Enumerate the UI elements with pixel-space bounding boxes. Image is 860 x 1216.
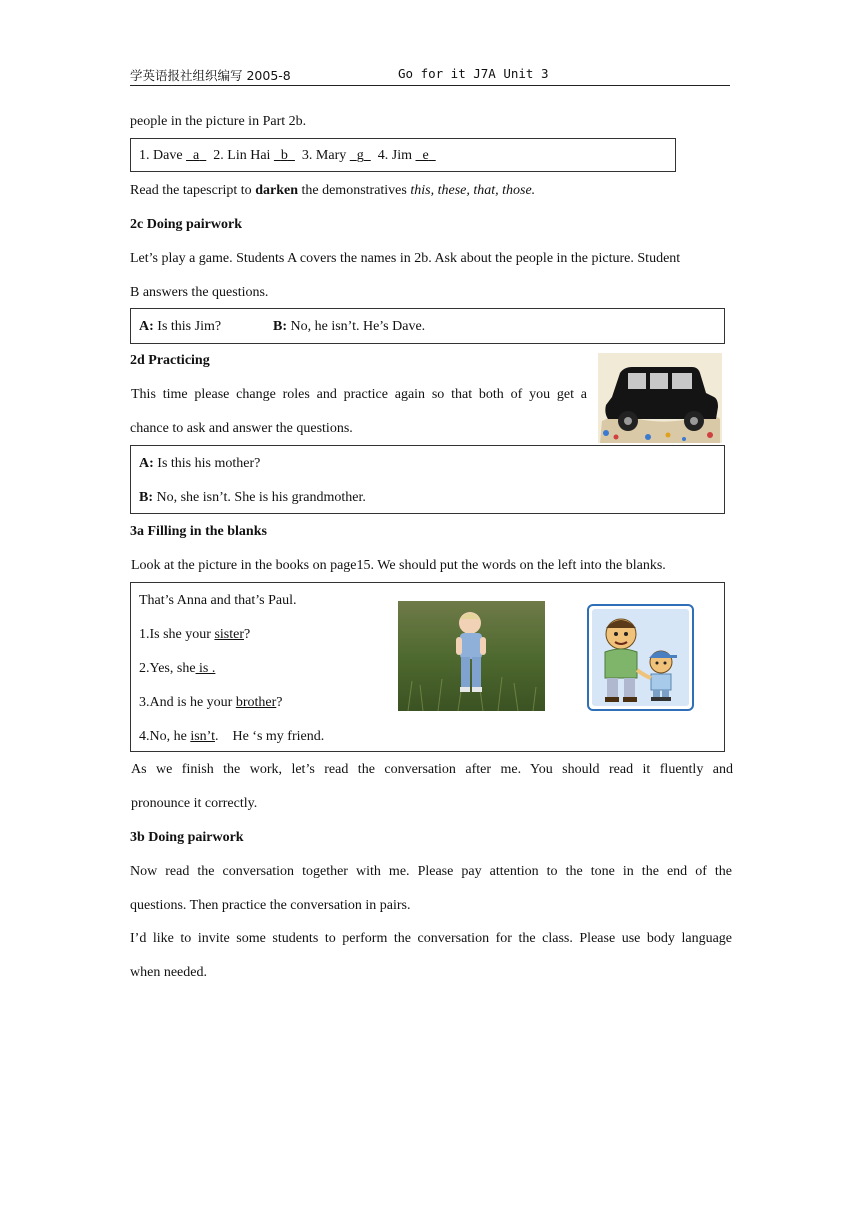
heading-2c: 2c Doing pairwork	[130, 217, 242, 232]
car-icon	[598, 353, 722, 443]
demonstratives: this, these, that, those.	[410, 183, 536, 198]
blank-answer-4: isn’t	[190, 729, 215, 744]
answer-label-4: 4. Jim	[377, 148, 412, 163]
answer-blank-3: g	[356, 148, 364, 163]
blank-answer-3: brother	[235, 695, 277, 710]
dialogue-box-2c	[130, 308, 725, 344]
dialogue-2c-b: B: No, he isn’t. He’s Dave.	[273, 319, 426, 334]
blank-line-0: That’s Anna and that’s Paul.	[139, 593, 297, 608]
text-3b-line1: Now read the conversation together with me. Please pay attention to the tone in the end of the	[130, 864, 732, 879]
text-3b-line4: when needed.	[130, 965, 207, 980]
answer-label-3: 3. Mary	[301, 148, 347, 163]
father-son-icon	[587, 604, 694, 711]
header-publisher: 学英语报社组织编写 2005-8	[130, 68, 291, 83]
text-2d-line2: chance to ask and answer the questions.	[130, 421, 353, 436]
header-unit: Go for it J7A Unit 3	[398, 66, 549, 81]
blank-line-3: 3.And is he your brother?	[139, 695, 283, 710]
child-photo-icon	[398, 601, 545, 711]
answer-blank-4: e	[422, 148, 429, 163]
blank-line-1: 1.Is she your sister?	[139, 627, 251, 642]
tapescript-line: Read the tapescript to darken the demonstratives this, these, that, those.	[130, 183, 536, 198]
heading-2d: 2d Practicing	[130, 353, 210, 368]
answer-label-1: 1. Dave	[139, 148, 183, 163]
text-2c-line1: Let’s play a game. Students A covers the names in 2b. Ask about the people in the picture. Student	[130, 251, 681, 266]
heading-3b: 3b Doing pairwork	[130, 830, 244, 845]
text-3b-line3: I’d like to invite some students to perform the conversation for the class. Please use body language	[130, 931, 732, 946]
darken-word: darken	[255, 183, 298, 198]
text-3b-line2: questions. Then practice the conversation in pairs.	[130, 898, 411, 913]
header-divider	[130, 85, 730, 86]
dialogue-2c-a: A: Is this Jim?	[139, 319, 222, 334]
dialogue-2d-b: B: No, she isn’t. She is his grandmother.	[139, 490, 366, 505]
answer-blank-1: a	[193, 148, 200, 163]
car-drawing-image	[598, 353, 722, 443]
dialogue-box-2d	[130, 445, 725, 514]
answers-box	[130, 138, 676, 172]
father-son-cartoon-image	[587, 604, 694, 711]
intro-line: people in the picture in Part 2b.	[130, 114, 307, 129]
dialogue-2d-a: A: Is this his mother?	[139, 456, 261, 471]
text-3a-intro: Look at the picture in the books on page15. We should put the words on the left into the blanks.	[131, 558, 666, 573]
text-2c-line2: B answers the questions.	[130, 285, 269, 300]
child-photo-image	[398, 601, 545, 711]
answer-label-2: 2. Lin Hai	[213, 148, 271, 163]
blank-answer-1: sister	[214, 627, 244, 642]
answers-row	[139, 148, 436, 164]
heading-3a: 3a Filling in the blanks	[130, 524, 267, 539]
text-3a-after1: As we finish the work, let’s read the conversation after me. You should read it fluently and	[131, 762, 733, 777]
answer-blank-2: b	[280, 148, 288, 163]
text-2d-line1: This time please change roles and practice again so that both of you get a	[131, 387, 587, 402]
blank-answer-2: is .	[195, 661, 216, 676]
text-3a-after2: pronounce it correctly.	[131, 796, 258, 811]
blank-line-4: 4.No, he isn’t. He ‘s my friend.	[139, 729, 325, 744]
blank-line-2: 2.Yes, she is .	[139, 661, 216, 676]
